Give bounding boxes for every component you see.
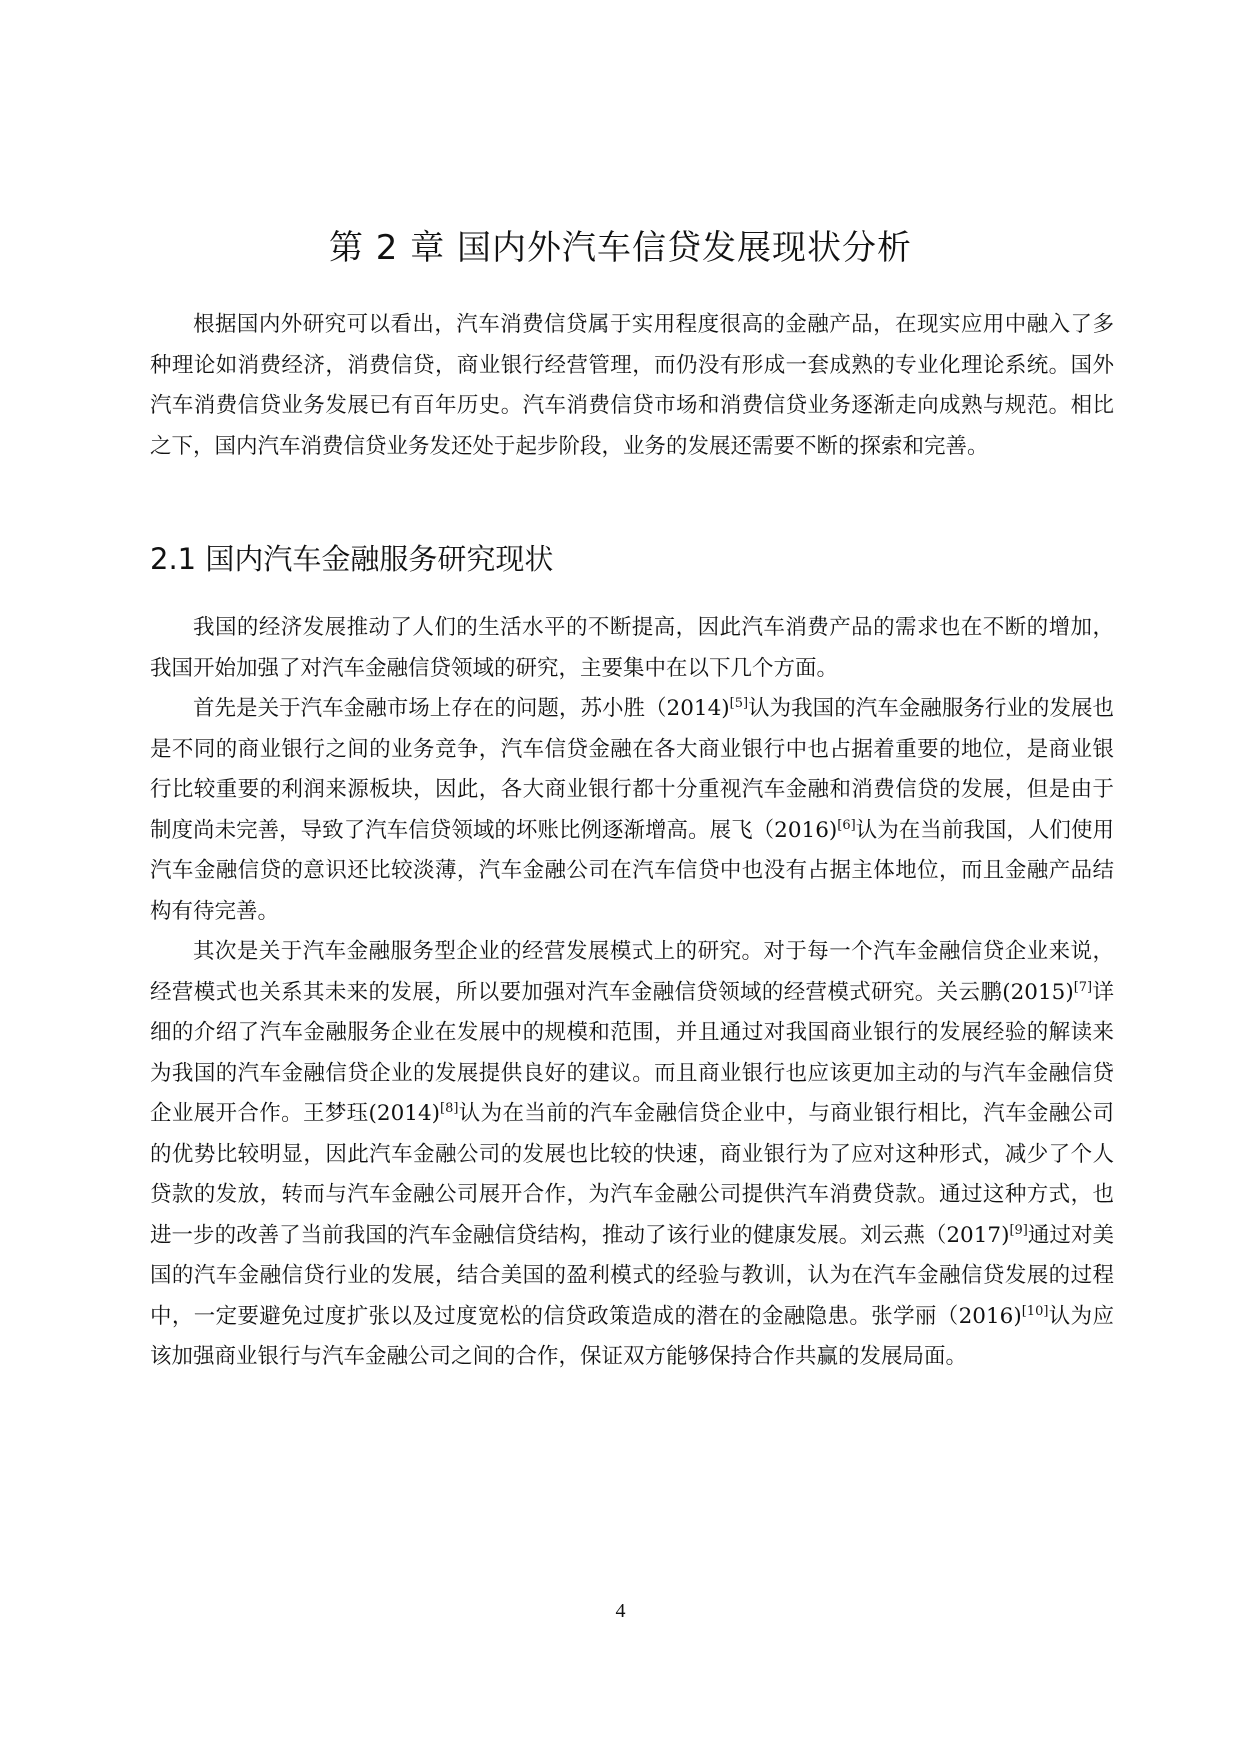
paragraph-text: 认为在当前的汽车金融信贷企业中，与商业银行相比，汽车金融公司的优势比较明显，因此汽车金融公司的发展也比较的快速，商业银行为了应对这种形式，减少了个人贷款的发放，转而与汽车金融公司展开合作，为汽车金融公司提供汽车消费贷款。通过这种方式，也进一步的改善了当前我国的汽车金融信贷结构，推动了该行业的健康发展。刘云燕（2017) bbox=[150, 1101, 1114, 1248]
section-paragraph-2 bbox=[150, 689, 1114, 932]
paragraph-text: 认为应该加强商业银行与汽车金融公司之间的合作，保证双方能够保持合作共赢的发展局面。 bbox=[150, 1303, 1114, 1369]
paragraph-text: 通过对美国的汽车金融信贷行业的发展，结合美国的盈利模式的经验与教训，认为在汽车金融信贷发展的过程中，一定要避免过度扩张以及过度宽松的信贷政策造成的潜在的金融隐患。张学丽（2016) bbox=[150, 1222, 1114, 1329]
citation-9: [9] bbox=[1009, 1222, 1028, 1238]
section-title: 2.1 国内汽车金融服务研究现状 bbox=[150, 542, 554, 576]
citation-5: [5] bbox=[729, 695, 749, 711]
paragraph-text: 认为在当前我国，人们使用汽车金融信贷的意识还比较淡薄，汽车金融公司在汽车信贷中也没有占据主体地位，而且金融产品结构有待完善。 bbox=[150, 817, 1114, 924]
paragraph-text: 详细的介绍了汽车金融服务企业在发展中的规模和范围，并且通过对我国商业银行的发展经验的解读来为我国的汽车金融信贷企业的发展提供良好的建议。而且商业银行也应该更加主动的与汽车金融信贷企业展开合作。王梦珏(2014) bbox=[150, 979, 1114, 1126]
intro-paragraph: 根据国内外研究可以看出，汽车消费信贷属于实用程度很高的金融产品，在现实应用中融入了多种理论如消费经济，消费信贷，商业银行经营管理，而仍没有形成一套成熟的专业化理论系统。国外汽车消费信贷业务发展已有百年历史。汽车消费信贷市场和消费信贷业务逐渐走向成熟与规范。相比之下，国内汽车消费信贷业务发还处于起步阶段，业务的发展还需要不断的探索和完善。 bbox=[150, 312, 1114, 459]
citation-8: [8] bbox=[440, 1100, 459, 1116]
citation-6: [6] bbox=[837, 817, 856, 833]
paragraph-text: 其次是关于汽车金融服务型企业的经营发展模式上的研究。对于每一个汽车金融信贷企业来说，经营模式也关系其未来的发展，所以要加强对汽车金融信贷领域的经营模式研究。关云鹏(2015) bbox=[150, 939, 1114, 1005]
chapter-title: 第 2 章 国内外汽车信贷发展现状分析 bbox=[328, 228, 913, 268]
paragraph-text: 首先是关于汽车金融市场上存在的问题，苏小胜（2014) bbox=[193, 696, 730, 721]
page-number: 4 bbox=[615, 1600, 626, 1622]
citation-7: [7] bbox=[1073, 979, 1093, 995]
section-paragraph-1: 我国的经济发展推动了人们的生活水平的不断提高，因此汽车消费产品的需求也在不断的增加，我国开始加强了对汽车金融信贷领域的研究，主要集中在以下几个方面。 bbox=[150, 615, 1114, 681]
section-body bbox=[150, 608, 1114, 1378]
section-paragraph-3 bbox=[150, 932, 1114, 1378]
intro-block bbox=[150, 305, 1114, 467]
paragraph-text: 认为我国的汽车金融服务行业的发展也是不同的商业银行之间的业务竞争，汽车信贷金融在各大商业银行中也占据着重要的地位，是商业银行比较重要的利润来源板块，因此，各大商业银行都十分重视汽车金融和消费信贷的发展，但是由于制度尚未完善，导致了汽车信贷领域的坏账比例逐渐增高。展飞（2016) bbox=[150, 696, 1114, 843]
citation-10: [10] bbox=[1021, 1303, 1049, 1319]
